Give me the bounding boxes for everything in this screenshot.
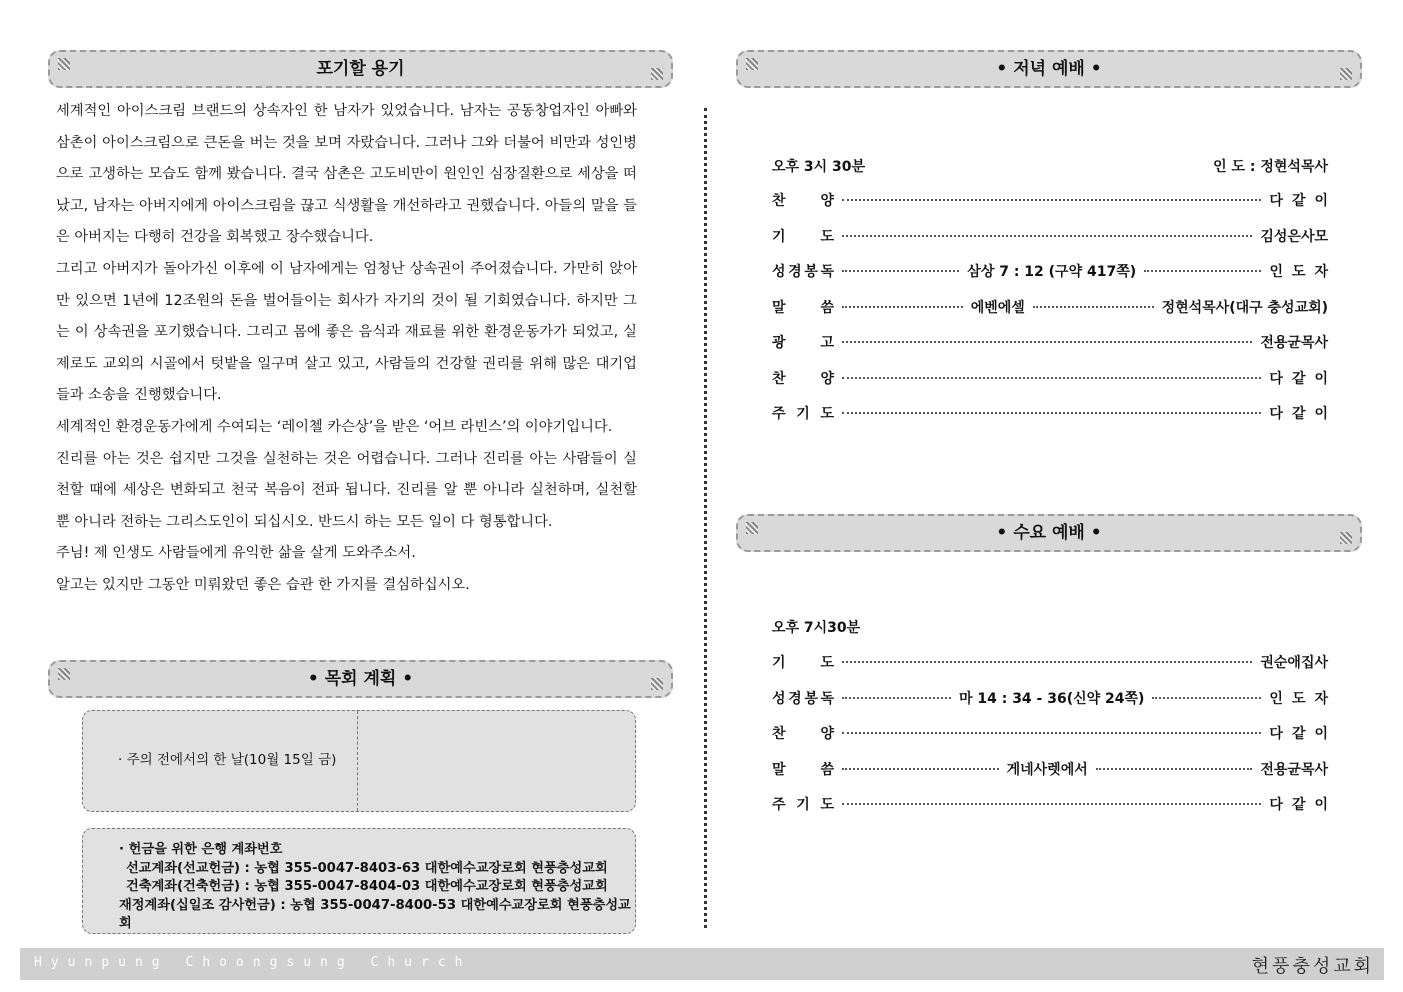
- wednesday-row-detail: 게네사렛에서: [1006, 761, 1088, 778]
- evening-row: [772, 297, 1328, 317]
- dotted-leader: [842, 377, 1261, 379]
- wednesday-row-value: 권순애집사: [1260, 655, 1328, 671]
- wednesday-row-value: 인도자: [1269, 690, 1337, 707]
- plan-title: • 목회 계획 •: [307, 669, 414, 689]
- evening-row-value: 김성은사모: [1260, 228, 1328, 245]
- plan-title-banner: [48, 660, 673, 698]
- evening-row-detail: 삼상 7 : 12 (구약 417쪽): [967, 264, 1137, 280]
- wednesday-row: [772, 794, 1337, 814]
- corner-pattern-icon: [1340, 532, 1352, 544]
- dotted-leader: [842, 341, 1252, 343]
- dotted-leader: [842, 732, 1261, 734]
- dotted-leader: [842, 235, 1252, 237]
- evening-row-value: 정현석목사(대구 충성교회): [1161, 299, 1329, 316]
- story-paragraph: 진리를 아는 것은 쉽지만 그것을 실천하는 것은 어렵습니다. 그러나 진리를 아는 사람들이 실천할 때에 세상은 변화되고 천국 복음이 전파 됩니다. 진리를 알 뿐 아니라 실천하며, 실천할 뿐 아니라 전하는 그리스도인이 되십시오. 반드시 하는 모든 일이 다 형통합니다.: [56, 450, 637, 530]
- wednesday-row-value: 전용균목사: [1260, 761, 1328, 778]
- dotted-leader: [1144, 270, 1261, 272]
- dotted-leader: [1096, 768, 1253, 770]
- dotted-leader: [842, 768, 999, 770]
- bank-header: · 헌금을 위한 은행 계좌번호: [119, 842, 283, 857]
- wednesday-row-label: 성 경 봉 독: [772, 690, 834, 707]
- footer-korean-name: 현풍충성교회: [1251, 956, 1374, 977]
- evening-row: [772, 403, 1337, 423]
- evening-row-value: 다같이: [1269, 406, 1337, 422]
- evening-row-label: 주 기 도: [772, 406, 834, 422]
- evening-row-label: 광 고: [772, 335, 834, 351]
- wednesday-row: [772, 688, 1337, 708]
- corner-pattern-icon: [58, 58, 70, 70]
- bank-box: [82, 828, 636, 934]
- evening-row-value: 전용균목사: [1260, 335, 1328, 351]
- footer-bar: [20, 948, 1384, 980]
- evening-row: [772, 368, 1337, 388]
- wednesday-row-value: 다같이: [1269, 726, 1337, 742]
- dotted-leader: [1152, 697, 1261, 699]
- wednesday-time: 오후 7시30분: [772, 620, 861, 636]
- bank-account: 건축계좌(건축헌금) : 농협 355-0047-8404-03 대한예수교장로회 현풍충성교회: [126, 879, 608, 894]
- corner-pattern-icon: [1340, 68, 1352, 80]
- wednesday-title: • 수요 예배 •: [996, 523, 1102, 543]
- evening-row-label: 성 경 봉 독: [772, 264, 834, 280]
- wednesday-banner-wrap: [736, 514, 1362, 552]
- story-paragraph: 주님! 제 인생도 사람들에게 유익한 삶을 살게 도와주소서.: [56, 545, 416, 562]
- story-paragraph: 세계적인 환경운동가에게 수여되는 ‘레이첼 카슨상’을 받은 ‘어브 라빈스’의 이야기입니다.: [56, 418, 613, 435]
- corner-pattern-icon: [58, 668, 70, 680]
- plan-section: [48, 660, 673, 698]
- dotted-leader: [842, 306, 963, 308]
- story-paragraph: 알고는 있지만 그동안 미뤄왔던 좋은 습관 한 가지를 결심하십시오.: [56, 576, 470, 593]
- wednesday-row-label: 기 도: [772, 655, 834, 671]
- evening-row: [772, 261, 1338, 281]
- bank-account: 재정계좌(십일조 감사헌금) : 농협 355-0047-8400-53 대한예수교장로회 현풍충성교회: [119, 897, 631, 931]
- corner-pattern-icon: [651, 678, 663, 690]
- footer-english-name: Hyunpung Choongsung Church: [34, 955, 472, 970]
- evening-row: [772, 190, 1337, 210]
- evening-leader: 인 도 : 정현석목사: [1213, 159, 1328, 175]
- evening-row-label: 찬 양: [772, 370, 834, 387]
- evening-title-banner: [736, 50, 1362, 88]
- dotted-leader: [842, 697, 951, 699]
- story-paragraph: 세계적인 아이스크림 브랜드의 상속자인 한 남자가 있었습니다. 남자는 공동창업자인 아빠와 삼촌이 아이스크림으로 큰돈을 버는 것을 보며 자랐습니다. 그러나 그와 더불어 비만과 성인병으로 고생하는 모습도 함께 봤습니다. 결국 삼촌은 고도비만이 원인인 심장질환으로 세상을 떠났고, 남자는 아버지에게 아이스크림을 끊고 식생활을 개선하라고 권했습니다. 아들의 말을 들은 아버지는 다행히 건강을 회복했고 장수했습니다.: [56, 103, 637, 246]
- evening-title: • 저녁 예배 •: [996, 59, 1102, 79]
- plan-item: · 주의 전에서의 한 날(10월 15일 금): [118, 752, 337, 768]
- wednesday-row: [772, 759, 1328, 779]
- evening-row: [772, 226, 1328, 246]
- story-title: 포기할 용기: [316, 59, 405, 79]
- evening-row-label: 기 도: [772, 228, 834, 245]
- evening-row-label: 말 씀: [772, 299, 834, 316]
- wednesday-row-value: 다같이: [1269, 797, 1337, 813]
- bank-account: 선교계좌(선교헌금) : 농협 355-0047-8403-63 대한예수교장로회 현풍충성교회: [126, 860, 608, 876]
- corner-pattern-icon: [746, 522, 758, 534]
- wednesday-row: [772, 652, 1328, 672]
- dotted-leader: [1033, 306, 1154, 308]
- dotted-leader: [842, 803, 1261, 805]
- wednesday-row: [772, 723, 1337, 743]
- evening-row-value: 다같이: [1269, 193, 1337, 209]
- story-body: [56, 96, 637, 602]
- evening-header-row: [772, 156, 1328, 176]
- wednesday-title-banner: [736, 514, 1362, 552]
- dotted-leader: [842, 270, 959, 272]
- wednesday-row-label: 찬 양: [772, 726, 834, 742]
- dotted-leader: [842, 661, 1252, 663]
- dotted-leader: [842, 412, 1261, 414]
- dotted-leader: [842, 199, 1261, 201]
- wednesday-header-row: [772, 617, 1328, 637]
- plan-box: [82, 710, 636, 812]
- story-paragraph: 그리고 아버지가 돌아가신 이후에 이 남자에게는 엄청난 상속권이 주어졌습니다. 가만히 앉아만 있으면 1년에 12조원의 돈을 벌어들이는 회사가 자기의 것이 될 기회였습니다. 하지만 그는 이 상속권을 포기했습니다. 그리고 몸에 좋은 음식과 재료를 위한 환경운동가가 되었고, 실제로도 교외의 시골에서 텃밭을 일구며 살고 있고, 사람들의 건강할 권리를 위해 많은 대기업들과 소송을 진행했습니다.: [56, 260, 637, 404]
- evening-banner-wrap: [736, 50, 1362, 88]
- evening-row-label: 찬 양: [772, 193, 834, 209]
- evening-row: [772, 332, 1328, 352]
- left-column: [48, 50, 673, 602]
- evening-row-value: 인도자: [1269, 264, 1338, 280]
- corner-pattern-icon: [651, 68, 663, 80]
- plan-divider: [357, 711, 358, 811]
- corner-pattern-icon: [746, 58, 758, 70]
- evening-row-value: 다같이: [1269, 370, 1337, 387]
- wednesday-row-label: 말 씀: [772, 761, 834, 778]
- wednesday-row-detail: 마 14 : 34 - 36(신약 24쪽): [958, 690, 1145, 707]
- evening-time: 오후 3시 30분: [772, 159, 866, 175]
- wednesday-row-label: 주 기 도: [772, 797, 834, 813]
- evening-row-detail: 에벤에셀: [970, 299, 1025, 316]
- story-title-banner: [48, 50, 673, 88]
- column-divider: [704, 108, 707, 928]
